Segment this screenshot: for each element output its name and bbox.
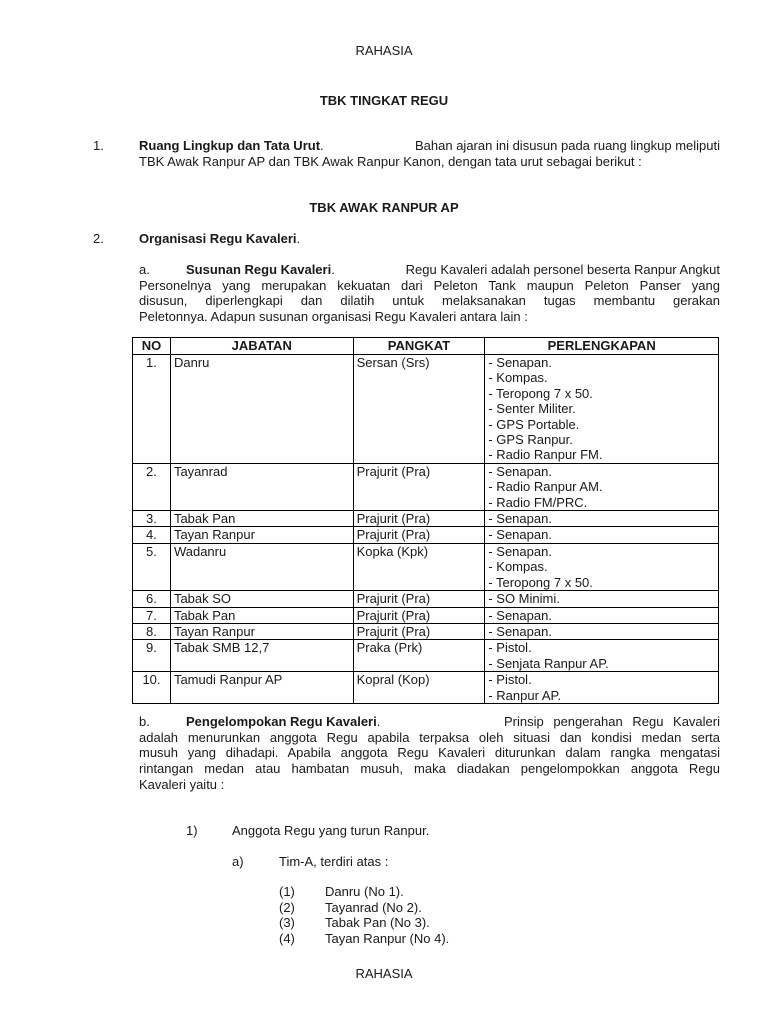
cell-jabatan: Tabak Pan [170,607,353,623]
cell-perlengkapan [485,355,719,464]
equipment-item: - Senapan. [488,511,552,527]
equipment-item: - Kompas. [488,559,548,575]
equipment-item: - SO Minimi. [488,591,560,607]
cell-perlengkapan [485,607,719,623]
cell-no: 10. [133,672,171,704]
equipment-item: - Radio FM/PRC. [488,494,588,510]
column-header-no: NO [133,338,171,355]
cell-pangkat: Prajurit (Pra) [353,623,485,639]
equipment-item: - Radio Ranpur FM. [488,447,603,463]
equipment-item: - Teropong 7 x 50. [488,385,593,401]
cell-pangkat: Praka (Prk) [353,640,485,672]
section-2-heading: Organisasi Regu Kavaleri [139,231,297,246]
member-text: Danru (No 1). [325,884,404,899]
section-2-heading-wrap: Organisasi Regu Kavaleri. [139,231,301,246]
table-row [133,591,719,607]
cell-jabatan: Tayanrad [170,463,353,510]
equipment-item: - GPS Ranpur. [488,432,573,448]
section-1-number: 1. [93,138,104,153]
equipment-item: - Teropong 7 x 50. [488,574,593,590]
member-item [279,915,430,931]
paragraph-b-line-3: musuh yang dihadapi. Apabila anggota Regu Kavaleri diturunkan dalam rangka mengatasi [139,745,720,761]
subitem-a-text: Tim-A, terdiri atas : [279,854,389,869]
paragraph-b-line-1: Prinsip pengerahan Regu Kavaleri [503,714,720,729]
cell-perlengkapan [485,591,719,607]
equipment-item: - Senapan. [488,355,552,370]
equipment-item: - Senjata Ranpur AP. [488,655,609,671]
footer-classification: RAHASIA [355,966,413,981]
table-body [133,355,719,704]
cell-pangkat: Prajurit (Pra) [353,511,485,527]
header-classification: RAHASIA [355,43,413,58]
cell-no: 6. [133,591,171,607]
table-row [133,640,719,672]
cell-no: 7. [133,607,171,623]
paragraph-b-label: b. [139,714,150,729]
section-1-paragraph: Ruang Lingkup dan Tata Urut. Bahan ajaran ini disusun pada ruang lingkup meliputi TBK Awak Ranpur AP dan TBK Awak Ranpur Kanon, dengan tata urut sebagai berikut : [139,138,720,169]
cell-perlengkapan [485,640,719,672]
equipment-item: - Radio Ranpur AM. [488,479,603,495]
cell-jabatan: Tabak Pan [170,511,353,527]
equipment-item: - GPS Portable. [488,416,580,432]
page-title: TBK TINGKAT REGU [319,93,449,108]
table-row [133,527,719,543]
table-row [133,511,719,527]
section-1-line-1: Bahan ajaran ini disusun pada ruang lingkup meliputi [415,138,720,153]
cell-perlengkapan [485,623,719,639]
subitem-1-label: 1) [186,823,198,838]
table-row [133,607,719,623]
equipment-item: - Senapan. [488,527,552,543]
subitem-1-text: Anggota Regu yang turun Ranpur. [232,823,430,838]
member-text: Tabak Pan (No 3). [325,915,430,930]
paragraph-a-line-2: Personelnya yang merupakan kekuatan dari Peleton Tank maupun Peleton Panser yang [139,277,720,293]
cell-pangkat: Prajurit (Pra) [353,527,485,543]
cell-pangkat: Kopka (Kpk) [353,543,485,590]
paragraph-a: a. Susunan Regu Kavaleri. Regu Kavaleri adalah personel beserta Ranpur Angkut Personelnya yang merupakan kekuatan dari Peleton Tank maupun Peleton Panser yang disusun, diperlengkapi dan dilatih untuk melaksanakan tugas membantu gerakan Peletonnya. Adapun susunan organisasi Regu Kavaleri antara lain : [139,262,720,325]
cell-pangkat: Prajurit (Pra) [353,591,485,607]
table-row [133,672,719,704]
paragraph-b-line-5: Kavaleri yaitu : [139,776,225,792]
cell-no: 2. [133,463,171,510]
member-label: (1) [279,884,295,899]
member-item [279,930,450,947]
section-subtitle: TBK AWAK RANPUR AP [309,200,459,215]
column-header-perlengkapan: PERLENGKAPAN [485,338,719,355]
cell-no: 9. [133,640,171,672]
table-row [133,463,719,510]
equipment-item: - Senter Militer. [488,401,576,417]
cell-jabatan: Tabak SO [170,591,353,607]
cell-pangkat: Prajurit (Pra) [353,463,485,510]
table-row [133,355,719,464]
cell-no: 5. [133,543,171,590]
cell-perlengkapan [485,463,719,510]
member-label: (4) [279,930,295,946]
equipment-item: - Senapan. [488,463,552,479]
paragraph-a-heading: Susunan Regu Kavaleri [186,262,332,277]
member-text: Tayan Ranpur (No 4). [325,930,450,946]
member-label: (3) [279,915,295,930]
member-text: Tayanrad (No 2). [325,899,422,915]
cell-no: 3. [133,511,171,527]
equipment-item: - Pistol. [488,672,532,688]
cell-no: 8. [133,623,171,639]
member-item [279,899,422,916]
cell-jabatan: Tabak SMB 12,7 [170,640,353,672]
equipment-item: - Senapan. [488,607,552,623]
equipment-item: - Senapan. [488,623,552,639]
equipment-item: - Pistol. [488,640,532,656]
section-1-line-2: TBK Awak Ranpur AP dan TBK Awak Ranpur Kanon, dengan tata urut sebagai berikut : [139,154,642,169]
cell-pangkat: Kopral (Kop) [353,672,485,704]
cell-perlengkapan [485,672,719,704]
cell-no: 1. [133,355,171,464]
cell-perlengkapan [485,527,719,543]
subitem-a-label: a) [232,854,244,869]
table-header-row [133,338,719,355]
cell-perlengkapan [485,543,719,590]
cell-jabatan: Tayan Ranpur [170,623,353,639]
paragraph-a-line-1: Regu Kavaleri adalah personel beserta Ranpur Angkut [405,262,720,277]
column-header-pangkat: PANGKAT [353,338,485,355]
paragraph-a-label: a. [139,262,150,277]
organization-table [132,337,719,704]
cell-no: 4. [133,527,171,543]
section-1-heading: Ruang Lingkup dan Tata Urut [139,138,321,153]
cell-pangkat: Prajurit (Pra) [353,607,485,623]
table-row [133,623,719,639]
paragraph-a-line-3: disusun, diperlengkapi dan dilatih untuk melaksanakan tugas membantu gerakan [139,293,720,309]
table-row [133,543,719,590]
equipment-item: - Senapan. [488,543,552,559]
section-2-number: 2. [93,231,104,246]
member-item [279,884,404,900]
paragraph-a-line-4: Peletonnya. Adapun susunan organisasi Regu Kavaleri antara lain : [139,309,528,325]
cell-jabatan: Tamudi Ranpur AP [170,672,353,704]
member-list [279,884,450,946]
paragraph-b-line-2: adalah menurunkan anggota Regu apabila terpaksa oleh situasi dan kondisi medan serta [139,729,720,745]
cell-jabatan: Wadanru [170,543,353,590]
paragraph-b-heading: Pengelompokan Regu Kavaleri [186,714,377,729]
member-label: (2) [279,899,295,915]
equipment-item: - Kompas. [488,370,548,386]
cell-jabatan: Tayan Ranpur [170,527,353,543]
cell-pangkat: Sersan (Srs) [353,355,485,464]
cell-jabatan: Danru [170,355,353,464]
equipment-item: - Ranpur AP. [488,687,562,703]
column-header-jabatan: JABATAN [170,338,353,355]
cell-perlengkapan [485,511,719,527]
paragraph-b-line-4: rintangan medan atau hambatan musuh, maka diadakan pengelompokkan anggota Regu [139,761,720,777]
paragraph-b: b. Pengelompokan Regu Kavaleri. Prinsip pengerahan Regu Kavaleri adalah menurunkan anggota Regu apabila terpaksa oleh situasi dan kondisi medan serta musuh yang dihadapi. Apabila anggota Regu Kavaleri diturunkan dalam rangka mengatasi rintangan medan atau hambatan musuh, maka diadakan pengelompokkan anggota Regu Kavaleri yaitu : [139,714,720,792]
